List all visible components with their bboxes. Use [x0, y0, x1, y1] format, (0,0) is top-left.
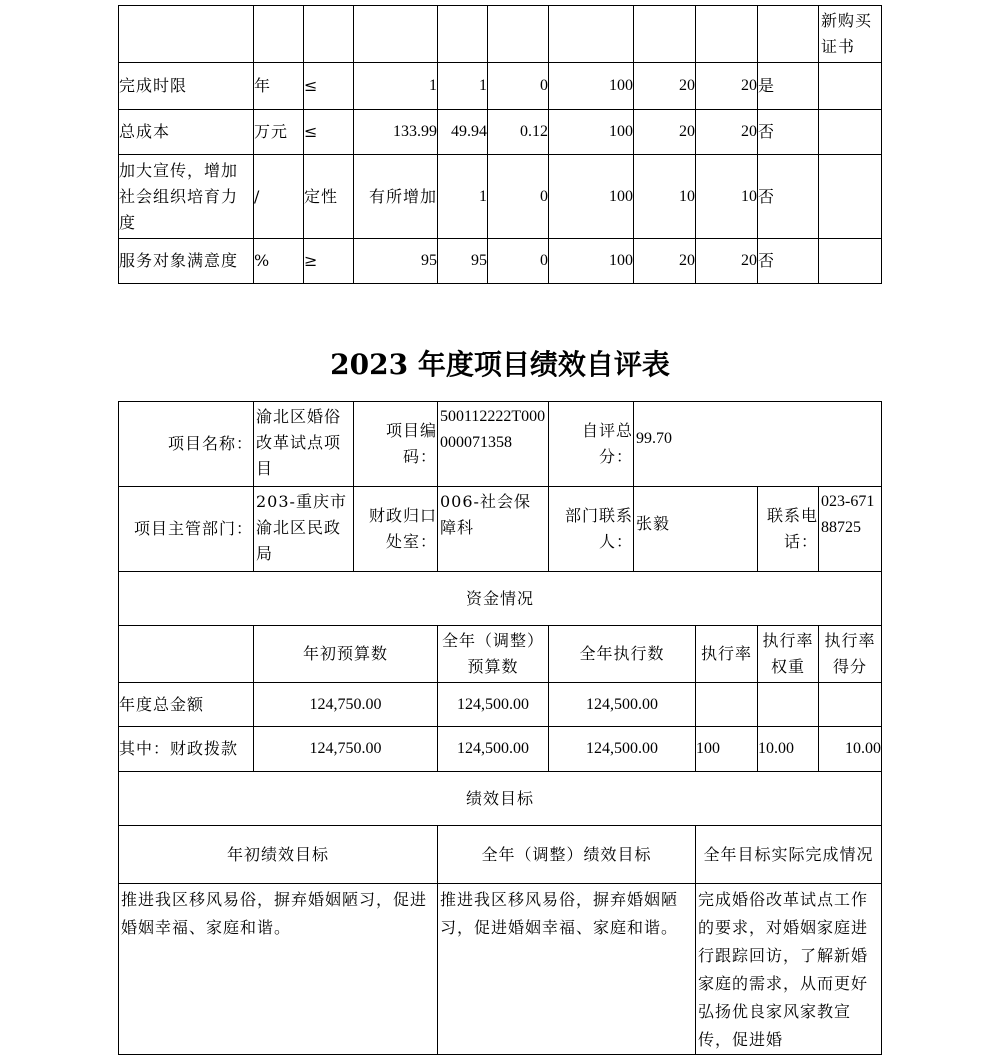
indicator-unit: /	[254, 155, 304, 239]
indicator-operator: ≤	[304, 63, 354, 110]
table-row	[119, 772, 882, 826]
goals-header: 年初绩效目标	[119, 826, 438, 884]
funds-initial: 124,750.00	[254, 727, 438, 772]
indicator-deviation: 0	[488, 239, 549, 284]
indicator-name: 加大宣传，增加社会组织培育力度	[119, 155, 254, 239]
indicator-target: 1	[354, 63, 438, 110]
indicator-note	[819, 239, 882, 284]
adjusted-goal: 推进我区移风易俗，摒弃婚姻陋习，促进婚姻幸福、家庭和谐。	[438, 884, 696, 1055]
indicator-score-pct: 100	[549, 110, 634, 155]
indicator-weight: 20	[634, 63, 696, 110]
funds-row-label: 其中：财政拨款	[119, 727, 254, 772]
indicator-actual: 95	[438, 239, 488, 284]
table-row	[119, 110, 882, 155]
indicator-name: 完成时限	[119, 63, 254, 110]
funds-adjusted: 124,500.00	[438, 683, 549, 727]
funds-score: 10.00	[819, 727, 882, 772]
indicator-score: 10	[696, 155, 758, 239]
funds-section-title: 资金情况	[119, 572, 882, 626]
indicator-flag: 否	[758, 155, 819, 239]
indicator-target: 有所增加	[354, 155, 438, 239]
table-row	[119, 727, 882, 772]
dept: 203-重庆市渝北区民政局	[254, 487, 354, 572]
indicator-actual: 1	[438, 63, 488, 110]
evaluation-table	[118, 401, 882, 1055]
table-row	[119, 63, 882, 110]
funds-header: 执行率得分	[819, 626, 882, 683]
funds-header: 全年（调整）预算数	[438, 626, 549, 683]
indicator-note	[819, 63, 882, 110]
funds-executed: 124,500.00	[549, 727, 696, 772]
indicator-name: 服务对象满意度	[119, 239, 254, 284]
finance-label: 财政归口处室：	[354, 487, 438, 572]
table-row	[119, 155, 882, 239]
indicator-name: 总成本	[119, 110, 254, 155]
goals-header: 全年目标实际完成情况	[696, 826, 882, 884]
table-row	[119, 239, 882, 284]
project-code: 500112222T000000071358	[438, 402, 549, 487]
table-row	[119, 487, 882, 572]
indicator-operator: 定性	[304, 155, 354, 239]
indicator-unit: 万元	[254, 110, 304, 155]
indicator-unit: %	[254, 239, 304, 284]
project-name: 渝北区婚俗改革试点项目	[254, 402, 354, 487]
funds-score	[819, 683, 882, 727]
table-row	[119, 683, 882, 727]
indicator-score: 20	[696, 63, 758, 110]
phone: 023-67188725	[819, 487, 882, 572]
self-score: 99.70	[634, 402, 882, 487]
indicator-actual: 49.94	[438, 110, 488, 155]
finance-office: 006-社会保障科	[438, 487, 549, 572]
project-code-label: 项目编码：	[354, 402, 438, 487]
indicator-target: 133.99	[354, 110, 438, 155]
table-row	[119, 826, 882, 884]
page-title: 2023 年度项目绩效自评表	[330, 348, 670, 381]
indicator-table	[118, 5, 882, 284]
initial-goal: 推进我区移风易俗，摒弃婚姻陋习，促进婚姻幸福、家庭和谐。	[119, 884, 438, 1055]
indicator-flag: 是	[758, 63, 819, 110]
funds-header: 年初预算数	[254, 626, 438, 683]
funds-rate: 100	[696, 727, 758, 772]
actual-completion: 完成婚俗改革试点工作的要求，对婚姻家庭进行跟踪回访，了解新婚家庭的需求，从而更好弘扬优良家风家教宣传，促进婚	[696, 884, 882, 1055]
indicator-score-pct: 100	[549, 63, 634, 110]
indicator-operator: ≥	[304, 239, 354, 284]
table-row	[119, 572, 882, 626]
indicator-score: 20	[696, 239, 758, 284]
funds-header: 执行率	[696, 626, 758, 683]
phone-label: 联系电话：	[758, 487, 819, 572]
funds-adjusted: 124,500.00	[438, 727, 549, 772]
funds-row-label: 年度总金额	[119, 683, 254, 727]
table-row	[119, 884, 882, 1055]
self-score-label: 自评总分：	[549, 402, 634, 487]
note-cell: 新购买证书	[819, 6, 882, 63]
indicator-flag: 否	[758, 110, 819, 155]
funds-header: 执行率权重	[758, 626, 819, 683]
funds-weight: 10.00	[758, 727, 819, 772]
indicator-target: 95	[354, 239, 438, 284]
table-row	[119, 626, 882, 683]
indicator-note	[819, 110, 882, 155]
indicator-score-pct: 100	[549, 155, 634, 239]
goals-header: 全年（调整）绩效目标	[438, 826, 696, 884]
funds-header: 全年执行数	[549, 626, 696, 683]
dept-label: 项目主管部门：	[119, 487, 254, 572]
indicator-weight: 20	[634, 239, 696, 284]
table-row	[119, 6, 882, 63]
funds-executed: 124,500.00	[549, 683, 696, 727]
funds-rate	[696, 683, 758, 727]
contact-label: 部门联系人：	[549, 487, 634, 572]
table-row	[119, 402, 882, 487]
indicator-score: 20	[696, 110, 758, 155]
indicator-deviation: 0	[488, 155, 549, 239]
goals-section-title: 绩效目标	[119, 772, 882, 826]
indicator-weight: 20	[634, 110, 696, 155]
indicator-score-pct: 100	[549, 239, 634, 284]
indicator-unit: 年	[254, 63, 304, 110]
indicator-note	[819, 155, 882, 239]
indicator-deviation: 0.12	[488, 110, 549, 155]
project-name-label: 项目名称：	[119, 402, 254, 487]
funds-weight	[758, 683, 819, 727]
indicator-deviation: 0	[488, 63, 549, 110]
indicator-operator: ≤	[304, 110, 354, 155]
indicator-weight: 10	[634, 155, 696, 239]
funds-initial: 124,750.00	[254, 683, 438, 727]
indicator-actual: 1	[438, 155, 488, 239]
indicator-flag: 否	[758, 239, 819, 284]
contact: 张毅	[634, 487, 758, 572]
